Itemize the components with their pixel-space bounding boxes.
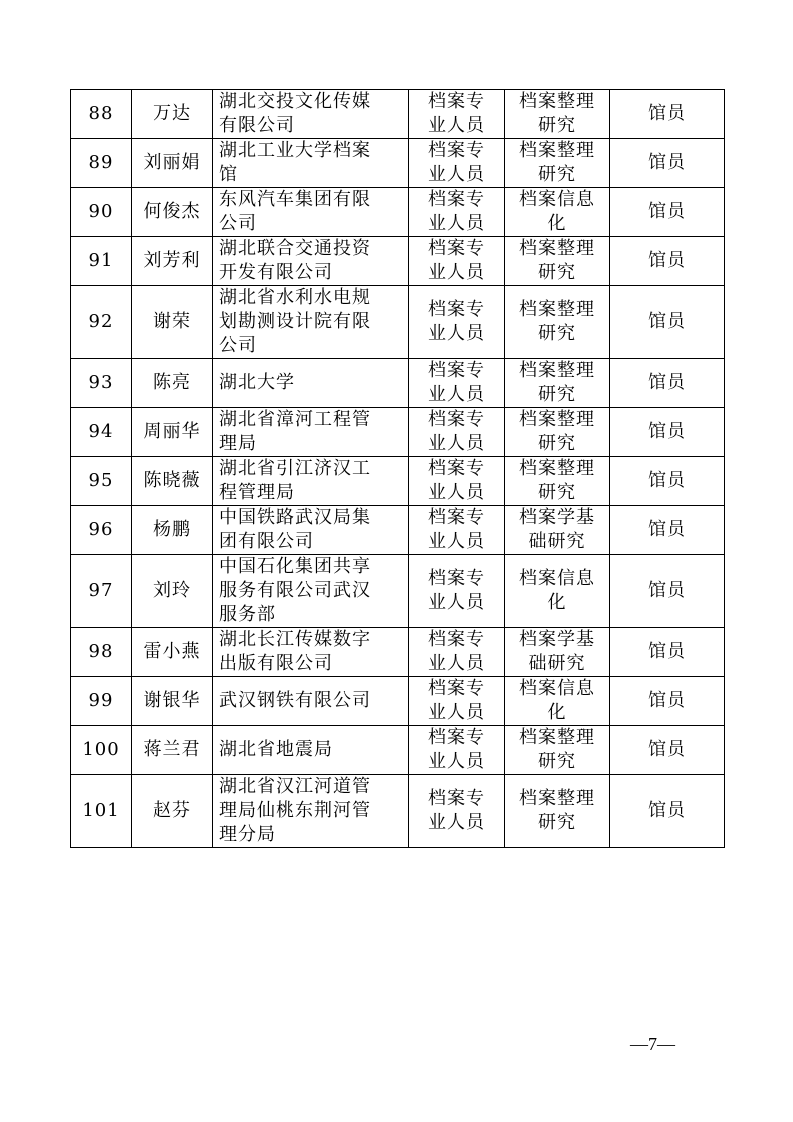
work-unit-cell bbox=[213, 139, 409, 188]
personnel-category-cell-text: 档案专 业人员 bbox=[428, 409, 485, 454]
research-direction-cell bbox=[505, 90, 610, 139]
name-cell bbox=[132, 677, 213, 726]
research-direction-cell bbox=[505, 628, 610, 677]
table-row bbox=[71, 677, 725, 726]
work-unit-cell-text: 湖北大学 bbox=[219, 372, 295, 393]
work-unit-cell-text: 湖北省汉江河道管 理局仙桃东荆河管 理分局 bbox=[219, 776, 371, 845]
work-unit-cell-text: 武汉钢铁有限公司 bbox=[219, 690, 371, 711]
personnel-category-cell-text: 档案专 业人员 bbox=[428, 299, 485, 344]
serial-number-cell bbox=[71, 359, 132, 408]
work-unit-cell bbox=[213, 286, 409, 359]
research-direction-cell bbox=[505, 506, 610, 555]
table-row bbox=[71, 359, 725, 408]
professional-title-cell bbox=[610, 457, 725, 506]
research-direction-cell-text: 档案整理 研究 bbox=[519, 299, 595, 344]
serial-number-cell bbox=[71, 628, 132, 677]
name-cell-text: 周丽华 bbox=[143, 421, 201, 442]
research-direction-cell-text: 档案整理 研究 bbox=[519, 788, 595, 833]
research-direction-cell-text: 档案整理 研究 bbox=[519, 91, 595, 136]
name-cell bbox=[132, 457, 213, 506]
name-cell-text: 谢荣 bbox=[153, 311, 191, 332]
serial-number-cell-text: 94 bbox=[88, 421, 114, 442]
serial-number-cell bbox=[71, 90, 132, 139]
research-direction-cell bbox=[505, 555, 610, 628]
research-direction-cell bbox=[505, 286, 610, 359]
professional-title-cell bbox=[610, 90, 725, 139]
professional-title-cell-text: 馆员 bbox=[648, 152, 686, 173]
professional-title-cell bbox=[610, 506, 725, 555]
work-unit-cell-text: 湖北省引江济汉工 程管理局 bbox=[219, 458, 371, 503]
serial-number-cell bbox=[71, 726, 132, 775]
research-direction-cell-text: 档案信息 化 bbox=[519, 189, 595, 234]
table-row bbox=[71, 628, 725, 677]
professional-title-cell-text: 馆员 bbox=[648, 311, 686, 332]
name-cell-text: 谢银华 bbox=[143, 690, 201, 711]
serial-number-cell-text: 99 bbox=[88, 690, 114, 711]
personnel-category-cell bbox=[409, 457, 505, 506]
serial-number-cell bbox=[71, 677, 132, 726]
name-cell bbox=[132, 408, 213, 457]
personnel-category-cell bbox=[409, 628, 505, 677]
name-cell bbox=[132, 188, 213, 237]
table-row bbox=[71, 408, 725, 457]
serial-number-cell bbox=[71, 555, 132, 628]
professional-title-cell-text: 馆员 bbox=[648, 103, 686, 124]
serial-number-cell-text: 93 bbox=[88, 372, 114, 393]
name-cell-text: 刘丽娟 bbox=[143, 152, 201, 173]
work-unit-cell-text: 湖北联合交通投资 开发有限公司 bbox=[219, 238, 371, 283]
table-row bbox=[71, 775, 725, 848]
work-unit-cell bbox=[213, 506, 409, 555]
name-cell-text: 刘玲 bbox=[153, 580, 191, 601]
work-unit-cell-text: 湖北省水利水电规 划勘测设计院有限 公司 bbox=[219, 287, 371, 356]
serial-number-cell-text: 97 bbox=[88, 580, 114, 601]
page-number: —7— bbox=[630, 1034, 675, 1054]
work-unit-cell-text: 湖北工业大学档案 馆 bbox=[219, 140, 371, 185]
work-unit-cell bbox=[213, 237, 409, 286]
personnel-category-cell-text: 档案专 业人员 bbox=[428, 507, 485, 552]
research-direction-cell-text: 档案整理 研究 bbox=[519, 727, 595, 772]
name-cell-text: 雷小燕 bbox=[143, 641, 201, 662]
name-cell bbox=[132, 139, 213, 188]
work-unit-cell bbox=[213, 726, 409, 775]
serial-number-cell bbox=[71, 188, 132, 237]
table-row bbox=[71, 506, 725, 555]
personnel-category-cell-text: 档案专 业人员 bbox=[428, 360, 485, 405]
serial-number-cell-text: 98 bbox=[88, 641, 114, 662]
serial-number-cell-text: 88 bbox=[88, 103, 114, 124]
name-cell bbox=[132, 726, 213, 775]
name-cell bbox=[132, 237, 213, 286]
professional-title-cell bbox=[610, 188, 725, 237]
serial-number-cell bbox=[71, 457, 132, 506]
professional-title-cell bbox=[610, 359, 725, 408]
professional-title-cell bbox=[610, 286, 725, 359]
personnel-category-cell-text: 档案专 业人员 bbox=[428, 788, 485, 833]
work-unit-cell-text: 中国石化集团共享 服务有限公司武汉 服务部 bbox=[219, 556, 371, 625]
serial-number-cell-text: 95 bbox=[88, 470, 114, 491]
personnel-category-cell-text: 档案专 业人员 bbox=[428, 189, 485, 234]
research-direction-cell bbox=[505, 139, 610, 188]
research-direction-cell-text: 档案整理 研究 bbox=[519, 238, 595, 283]
research-direction-cell-text: 档案整理 研究 bbox=[519, 360, 595, 405]
work-unit-cell bbox=[213, 555, 409, 628]
name-cell bbox=[132, 90, 213, 139]
name-cell bbox=[132, 775, 213, 848]
serial-number-cell-text: 100 bbox=[82, 739, 120, 760]
table-row bbox=[71, 457, 725, 506]
personnel-category-cell-text: 档案专 业人员 bbox=[428, 238, 485, 283]
professional-title-cell bbox=[610, 677, 725, 726]
professional-title-cell bbox=[610, 237, 725, 286]
personnel-category-cell-text: 档案专 业人员 bbox=[428, 727, 485, 772]
professional-title-cell-text: 馆员 bbox=[648, 201, 686, 222]
professional-title-cell-text: 馆员 bbox=[648, 519, 686, 540]
name-cell-text: 陈亮 bbox=[153, 372, 191, 393]
personnel-category-cell bbox=[409, 237, 505, 286]
serial-number-cell-text: 101 bbox=[82, 800, 120, 821]
research-direction-cell bbox=[505, 457, 610, 506]
serial-number-cell-text: 96 bbox=[88, 519, 114, 540]
work-unit-cell-text: 湖北省漳河工程管 理局 bbox=[219, 409, 371, 454]
personnel-category-cell bbox=[409, 775, 505, 848]
research-direction-cell-text: 档案学基 础研究 bbox=[519, 629, 595, 674]
name-cell bbox=[132, 286, 213, 359]
professional-title-cell bbox=[610, 726, 725, 775]
roster-table-body bbox=[71, 90, 725, 848]
personnel-category-cell-text: 档案专 业人员 bbox=[428, 629, 485, 674]
professional-title-cell bbox=[610, 408, 725, 457]
personnel-category-cell bbox=[409, 677, 505, 726]
personnel-category-cell bbox=[409, 408, 505, 457]
name-cell-text: 蒋兰君 bbox=[143, 739, 201, 760]
personnel-category-cell-text: 档案专 业人员 bbox=[428, 568, 485, 613]
serial-number-cell bbox=[71, 408, 132, 457]
research-direction-cell bbox=[505, 237, 610, 286]
work-unit-cell bbox=[213, 359, 409, 408]
table-row bbox=[71, 726, 725, 775]
name-cell-text: 杨鹏 bbox=[153, 519, 191, 540]
professional-title-cell bbox=[610, 555, 725, 628]
research-direction-cell-text: 档案信息 化 bbox=[519, 678, 595, 723]
work-unit-cell bbox=[213, 457, 409, 506]
work-unit-cell-text: 湖北交投文化传媒 有限公司 bbox=[219, 91, 371, 136]
name-cell bbox=[132, 555, 213, 628]
work-unit-cell bbox=[213, 775, 409, 848]
work-unit-cell-text: 湖北省地震局 bbox=[219, 739, 333, 760]
professional-title-cell bbox=[610, 139, 725, 188]
work-unit-cell bbox=[213, 90, 409, 139]
personnel-category-cell bbox=[409, 188, 505, 237]
table-row bbox=[71, 90, 725, 139]
serial-number-cell bbox=[71, 237, 132, 286]
table-row bbox=[71, 286, 725, 359]
work-unit-cell bbox=[213, 677, 409, 726]
research-direction-cell bbox=[505, 775, 610, 848]
personnel-category-cell-text: 档案专 业人员 bbox=[428, 91, 485, 136]
personnel-category-cell bbox=[409, 286, 505, 359]
personnel-category-cell-text: 档案专 业人员 bbox=[428, 678, 485, 723]
serial-number-cell-text: 91 bbox=[88, 250, 114, 271]
professional-title-cell-text: 馆员 bbox=[648, 641, 686, 662]
professional-title-cell-text: 馆员 bbox=[648, 800, 686, 821]
research-direction-cell-text: 档案整理 研究 bbox=[519, 140, 595, 185]
personnel-category-cell bbox=[409, 359, 505, 408]
research-direction-cell bbox=[505, 726, 610, 775]
personnel-category-cell-text: 档案专 业人员 bbox=[428, 140, 485, 185]
serial-number-cell bbox=[71, 139, 132, 188]
work-unit-cell-text: 湖北长江传媒数字 出版有限公司 bbox=[219, 629, 371, 674]
table-row bbox=[71, 188, 725, 237]
serial-number-cell bbox=[71, 286, 132, 359]
roster-table bbox=[70, 89, 725, 848]
work-unit-cell-text: 中国铁路武汉局集 团有限公司 bbox=[219, 507, 371, 552]
research-direction-cell-text: 档案整理 研究 bbox=[519, 458, 595, 503]
professional-title-cell-text: 馆员 bbox=[648, 372, 686, 393]
name-cell-text: 赵芬 bbox=[153, 800, 191, 821]
serial-number-cell-text: 92 bbox=[88, 311, 114, 332]
name-cell bbox=[132, 628, 213, 677]
work-unit-cell-text: 东风汽车集团有限 公司 bbox=[219, 189, 371, 234]
personnel-category-cell bbox=[409, 90, 505, 139]
work-unit-cell bbox=[213, 628, 409, 677]
work-unit-cell bbox=[213, 408, 409, 457]
serial-number-cell bbox=[71, 506, 132, 555]
serial-number-cell-text: 90 bbox=[88, 201, 114, 222]
table-row bbox=[71, 139, 725, 188]
name-cell-text: 陈晓薇 bbox=[143, 470, 201, 491]
professional-title-cell bbox=[610, 775, 725, 848]
professional-title-cell-text: 馆员 bbox=[648, 470, 686, 491]
professional-title-cell-text: 馆员 bbox=[648, 250, 686, 271]
personnel-category-cell bbox=[409, 726, 505, 775]
professional-title-cell-text: 馆员 bbox=[648, 690, 686, 711]
professional-title-cell bbox=[610, 628, 725, 677]
serial-number-cell bbox=[71, 775, 132, 848]
work-unit-cell bbox=[213, 188, 409, 237]
professional-title-cell-text: 馆员 bbox=[648, 739, 686, 760]
research-direction-cell bbox=[505, 677, 610, 726]
research-direction-cell-text: 档案学基 础研究 bbox=[519, 507, 595, 552]
name-cell bbox=[132, 359, 213, 408]
serial-number-cell-text: 89 bbox=[88, 152, 114, 173]
professional-title-cell-text: 馆员 bbox=[648, 580, 686, 601]
professional-title-cell-text: 馆员 bbox=[648, 421, 686, 442]
name-cell-text: 何俊杰 bbox=[143, 201, 201, 222]
name-cell-text: 刘芳利 bbox=[143, 250, 201, 271]
research-direction-cell-text: 档案信息 化 bbox=[519, 568, 595, 613]
name-cell bbox=[132, 506, 213, 555]
research-direction-cell bbox=[505, 359, 610, 408]
research-direction-cell-text: 档案整理 研究 bbox=[519, 409, 595, 454]
personnel-category-cell bbox=[409, 506, 505, 555]
research-direction-cell bbox=[505, 188, 610, 237]
research-direction-cell bbox=[505, 408, 610, 457]
table-row bbox=[71, 555, 725, 628]
table-row bbox=[71, 237, 725, 286]
personnel-category-cell bbox=[409, 139, 505, 188]
personnel-category-cell-text: 档案专 业人员 bbox=[428, 458, 485, 503]
name-cell-text: 万达 bbox=[153, 103, 191, 124]
personnel-category-cell bbox=[409, 555, 505, 628]
